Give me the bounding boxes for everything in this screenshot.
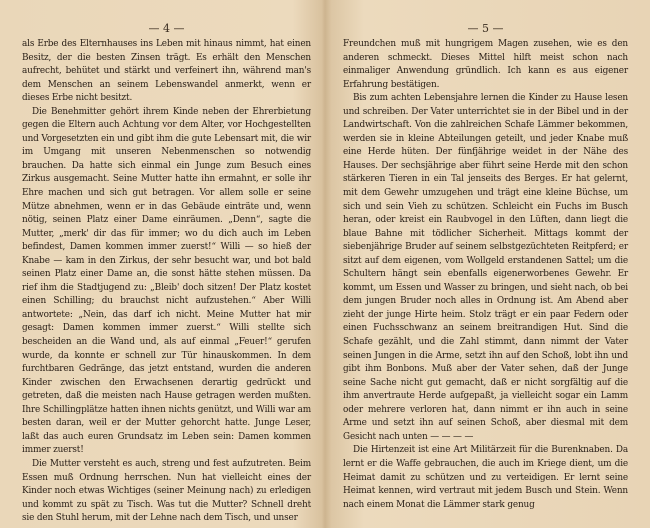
page-text	[22, 38, 311, 526]
paragraph: als Erbe des Elternhauses ins Leben mit hinaus nimmt, hat einen Besitz, der die besten Zinsen trägt. Es erhält den Menschen aufrecht, behütet und stärkt und verfeinert ihn, während man's dem Menschen an seinem Lebenswandel anmerkt, wenn er dieses Erbe nicht besitzt.	[22, 39, 311, 104]
paragraph: Die Benehmitter gehört ihrem Kinde neben der Ehrerbietung gegen die Eltern auch Achtung vor dem Alter, vor Hochgestellten und Vorgesetzten ein und gibt ihm die gute Lebensart mit, die wir im Umgang mit unseren Nebenmenschen so notwendig brauchen. Da hatte sich einmal ein Junge zum Besuch eines Zirkus ausgemacht. Seine Mutter hatte ihn ermahnt, er solle ihr Ehre machen und sich gut betragen. Vor allem solle er seine Mütze abnehmen, wenn er in das Gebäude einträte und, wenn nötig, seinen Platz einer Dame einräumen. „Denn“, sagte die Mutter, „merk' dir das für immer; wo du dich auch im Leben befindest, Damen kommen immer zuerst!“ Willi — so hieß der Knabe — kam in den Zirkus, der sehr besucht war, und bot bald seinen Platz einer Dame an, die sonst hätte stehen müssen. Da rief ihm die Stadtjugend zu: „Bleib' doch sitzen! Der Platz kostet einen Schilling; du brauchst nicht aufzustehen.“ Aber Willi antwortete: „Nein, das darf ich nicht. Meine Mutter hat mir gesagt: Damen kommen immer zuerst.“ Willi stellte sich bescheiden an die Wand und, als auf einmal „Feuer!“ gerufen wurde, da konnte er schnell zur Tür hinauskommen. In dem furchtbaren Gedränge, das jetzt entstand, wurden die anderen Kinder zwischen den Erwachsenen derartig gedrückt und getreten, daß die meisten nach Hause getragen werden mußten. Ihre Schillingplätze hatten ihnen nichts genützt, und Willi war am besten daran, weil er der Mutter gehorcht hatte. Junge Leser, laßt das auch euren Grundsatz im Leben sein: Damen kommen immer zuerst!	[22, 106, 311, 456]
page-text	[343, 38, 628, 512]
page-number: — 5 —	[467, 22, 504, 35]
paragraph: Die Mutter versteht es auch, streng und fest aufzutreten. Beim Essen muß Ordnung herrschen. Nun hat vielleicht eines der Kinder noch etwas Wichtiges (seiner Meinung nach) zu erledigen und kommt zu spät zu Tisch. Was tut die Mutter? Schnell dreht sie den Stuhl herum, mit der Lehne nach dem Tisch, und unser	[22, 458, 311, 524]
paragraph: Freundchen muß mit hungrigem Magen zusehen, wie es den anderen schmeckt. Dieses Mittel hilft meist schon nach einmaliger Anwendung gründlich. Ich kann es aus eigener Erfahrung bestätigen.	[343, 39, 628, 90]
page-number: — 4 —	[148, 22, 185, 35]
paragraph: Bis zum achten Lebensjahre lernen die Kinder zu Hause lesen und schreiben. Der Vater unterrichtet sie in der Bibel und in der Landwirtschaft. Von die zahlreichen Schafe Lämmer bekommen, werden sie in kleine Abteilungen geteilt, und jeder Knabe muß eine Herde hüten. Der fünfjährige weidet in der Nähe des Hauses. Der sechsjährige aber führt seine Herde mit den schon stärkeren Tieren in ein Tal jenseits des Berges. Er hat gelernt, mit dem Gewehr umzugehen und trägt eine kleine Büchse, um sich und sein Vieh zu schützen. Schleicht ein Fuchs im Busch heran, oder kreist ein Raubvogel in den Lüften, dann liegt die blaue Bahne mit tödlicher Sicherheit. Mittags kommt der siebenjährige Bruder auf seinem selbstgezüchteten Reitpferd; er sitzt auf dem eigenen, vom Wollgeld erstandenen Sattel; um die Schultern hängt sein ebenfalls eigenerworbenes Gewehr. Er kommt, um Essen und Wasser zu bringen, und sieht nach, ob bei dem jungen Bruder noch alles in Ordnung ist. Am Abend aber zieht der junge Hirte heim. Stolz trägt er ein paar Federn oder einen Fuchsschwanz an seinem breitrandigen Hut. Sind die Schafe gezählt, und die Zahl stimmt, dann nimmt der Vater seinen Jungen in die Arme, setzt ihn auf den Schoß, lobt ihn und gibt ihm Bonbons. Muß aber der Vater sehen, daß der Junge seine Sache nicht gut gemacht, daß er nicht sorgfältig auf die ihm anvertraute Herde aufgepaßt, ja vielleicht sogar ein Lamm oder mehrere verloren hat, dann nimmt er ihn auch in seine Arme und setzt ihn auf seinen Schoß, aber diesmal mit dem Gesicht nach unten — — — —	[343, 93, 628, 442]
paragraph: Die Hirtenzeit ist eine Art Militärzeit für die Burenknaben. Da lernt er die Waffe gebrauchen, die auch im Kriege dient, um die Heimat damit zu schützen und zu verteidigen. Er lernt seine Heimat kennen, wird vertraut mit jedem Busch und Stein. Wenn nach einem Monat die Lämmer stark genug	[343, 445, 628, 510]
right-page	[325, 0, 650, 528]
